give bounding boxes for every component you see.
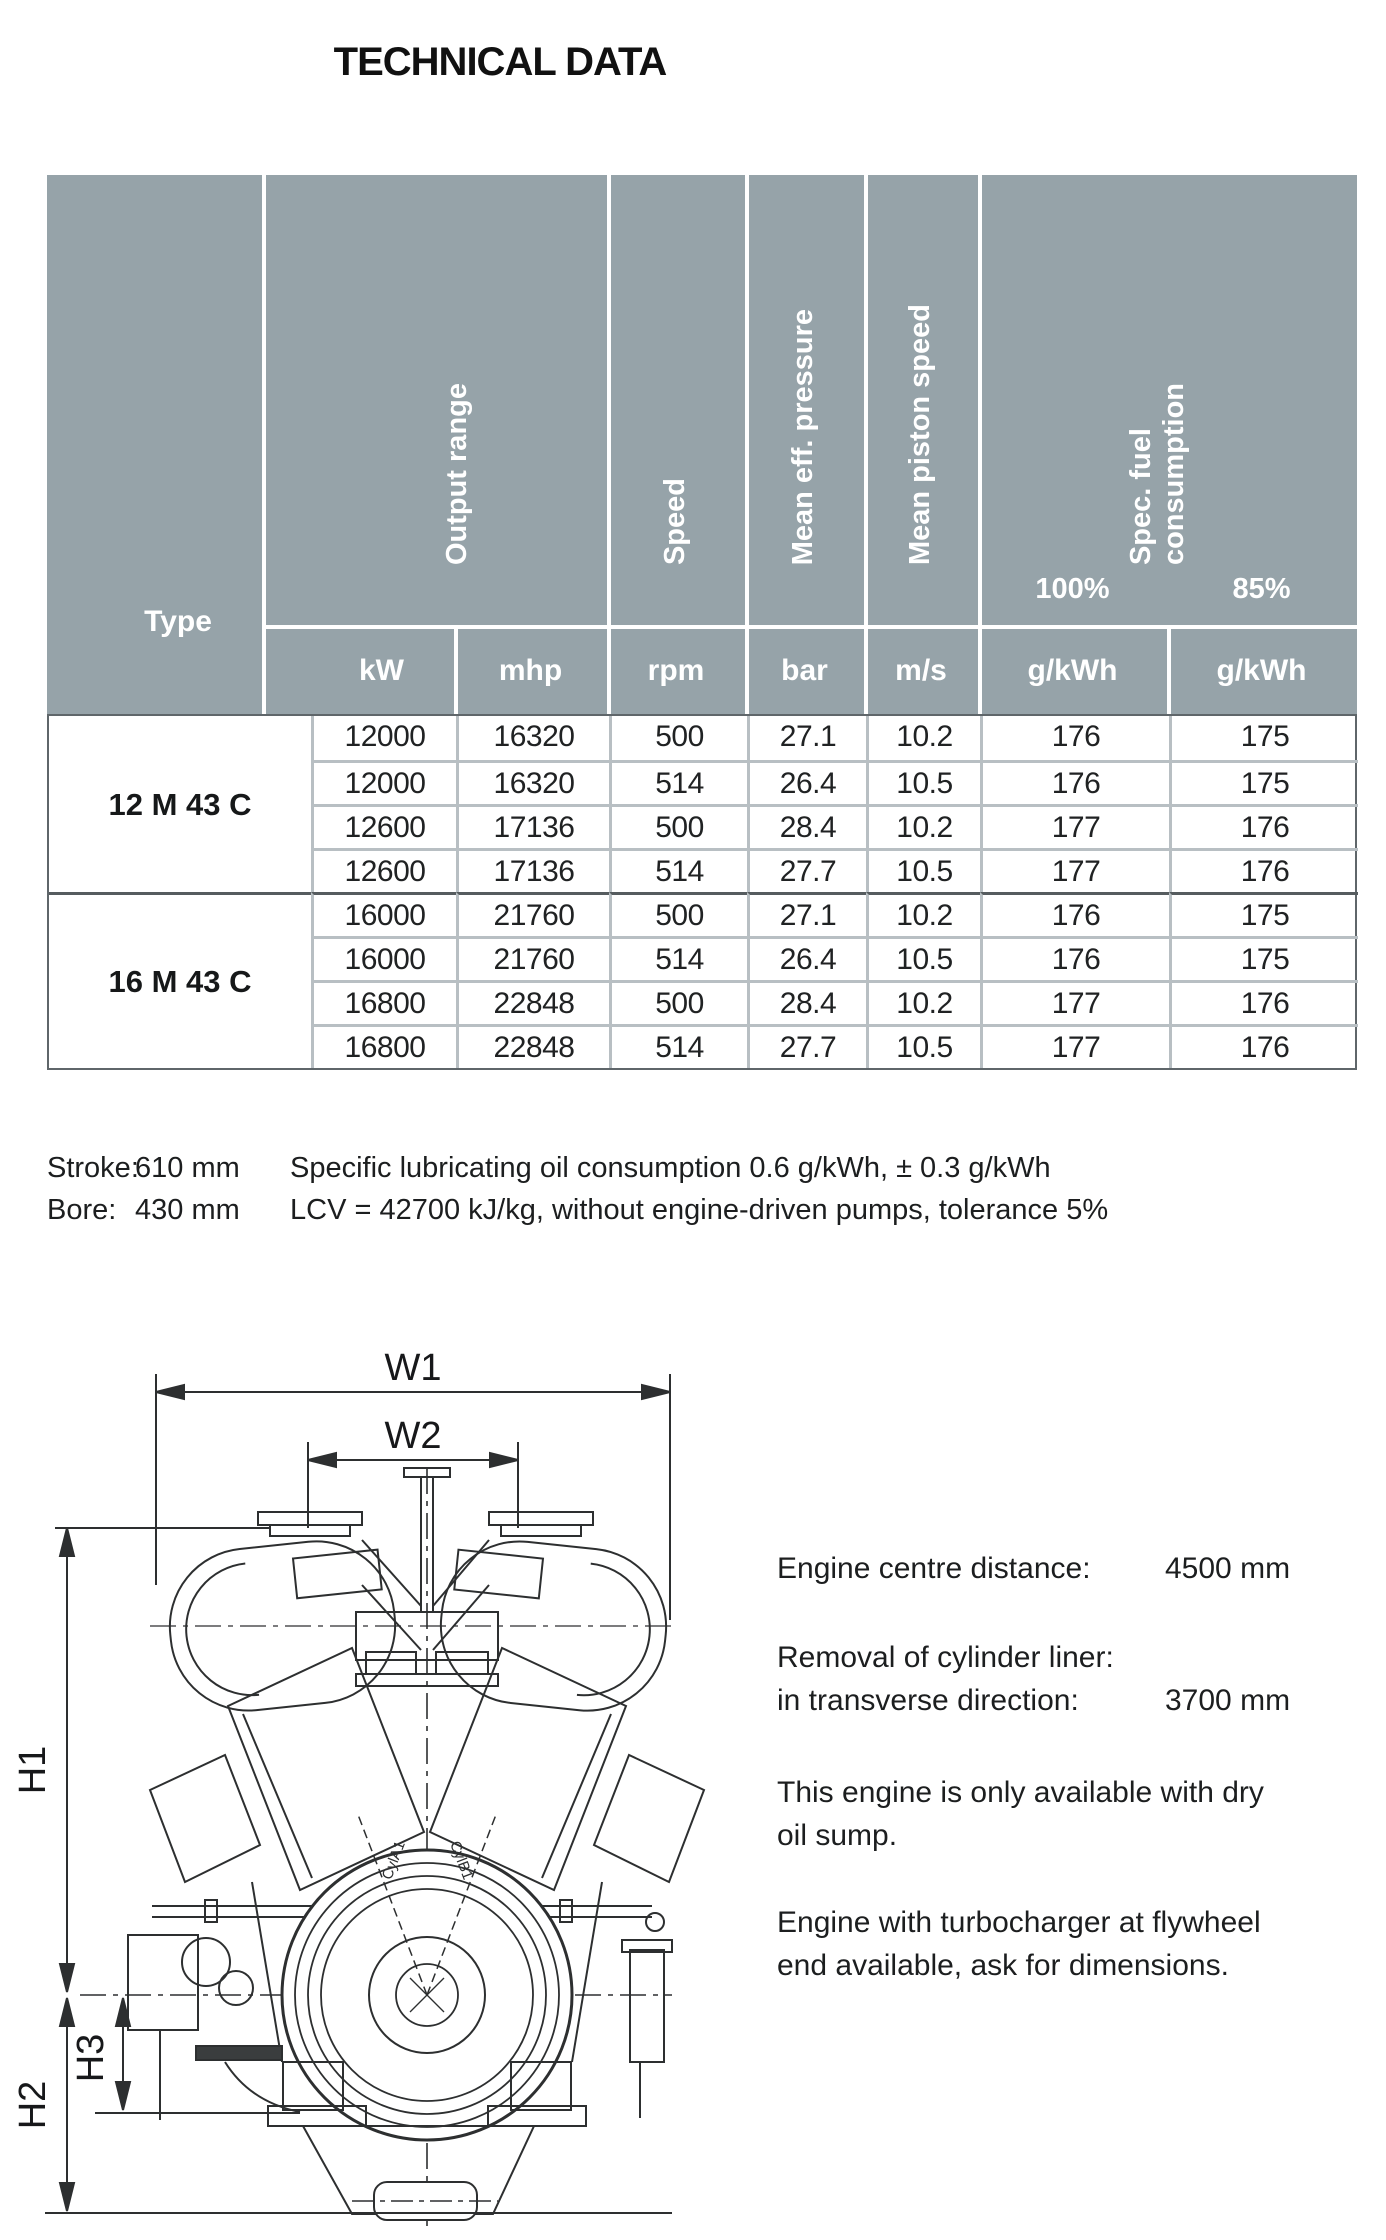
flywheel <box>282 1812 572 2140</box>
table-cell: 177 <box>980 1024 1169 1068</box>
engine-data-table <box>47 714 1357 1070</box>
dry-sump-note-line2: oil sump. <box>777 1819 898 1852</box>
table-cell: 176 <box>980 936 1169 980</box>
table-cell: 176 <box>980 760 1169 804</box>
mean-eff-pressure-header: Mean eff. pressure <box>787 308 819 565</box>
stroke-note <box>47 1152 240 1185</box>
table-cell: 10.2 <box>866 716 980 760</box>
crankcase-right-edge <box>572 1882 602 2062</box>
turbocharger-note-line2: end available, ask for dimensions. <box>777 1949 1229 1982</box>
unit-mhp: mhp <box>498 654 563 687</box>
table-cell: 10.5 <box>866 760 980 804</box>
page-title: TECHNICAL DATA <box>333 40 667 84</box>
unit-ms: m/s <box>895 654 947 687</box>
central-v-frame <box>362 1477 489 1650</box>
bore-note <box>47 1194 240 1227</box>
table-cell: 27.1 <box>747 716 866 760</box>
removal-liner-line2 <box>777 1684 1291 1718</box>
table-cell: 27.7 <box>747 848 866 892</box>
table-cell: 10.2 <box>866 980 980 1024</box>
table-cell: 16800 <box>311 980 456 1024</box>
table-cell: 176 <box>980 716 1169 760</box>
table-cell: 16000 <box>311 936 456 980</box>
lube-oil-note: Specific lubricating oil consumption 0.6 g/kWh, ± 0.3 g/kWh <box>290 1152 1051 1184</box>
table-header <box>47 175 1357 714</box>
table-cell: 176 <box>1169 1024 1358 1068</box>
table-cell: 10.2 <box>866 804 980 848</box>
table-cell: 177 <box>980 848 1169 892</box>
table-cell: 514 <box>609 760 747 804</box>
table-cell: 514 <box>609 1024 747 1068</box>
dimension-w1 <box>156 1374 670 1620</box>
speed-header: Speed <box>659 477 691 565</box>
left-pump-unit <box>128 1935 300 2120</box>
unit-kw: kW <box>359 654 404 687</box>
table-cell: 500 <box>609 716 747 760</box>
table-cell: 175 <box>1169 892 1358 936</box>
engine-front-view-drawing <box>0 1330 710 2240</box>
load-100-label: 100% <box>1035 573 1110 605</box>
right-cylinder-bank <box>430 1648 704 1890</box>
transverse-direction-label: in transverse direction: <box>777 1684 1079 1717</box>
table-cell: 500 <box>609 804 747 848</box>
unit-rpm: rpm <box>647 654 705 687</box>
engine-type-label: 16 M 43 C <box>49 892 311 1068</box>
engine-centre-distance-label: Engine centre distance: <box>777 1552 1091 1585</box>
cyl-a1-label: CylA1 <box>378 1838 409 1883</box>
table-cell: 500 <box>609 980 747 1024</box>
dry-sump-note-line1: This engine is only available with dry <box>777 1776 1264 1809</box>
type-column-header: Type <box>144 605 212 638</box>
table-cell: 10.5 <box>866 1024 980 1068</box>
table-cell: 175 <box>1169 760 1358 804</box>
crankcase-left-edge <box>252 1882 282 2062</box>
table-cell: 28.4 <box>747 804 866 848</box>
transverse-direction-value: 3700 mm <box>1165 1684 1291 1717</box>
table-cell: 26.4 <box>747 936 866 980</box>
cyl-b1-label: CylB1 <box>446 1838 477 1883</box>
dimension-h1 <box>55 1528 270 1992</box>
spec-fuel-line2: consumption <box>1158 382 1190 565</box>
table-cell: 16320 <box>456 760 609 804</box>
table-cell: 176 <box>1169 848 1358 892</box>
stroke-label: Stroke: <box>47 1152 139 1184</box>
table-cell: 10.5 <box>866 936 980 980</box>
table-cell: 177 <box>980 804 1169 848</box>
dimension-h2 <box>60 1998 74 2211</box>
engine-type-label: 12 M 43 C <box>108 786 252 822</box>
table-cell: 176 <box>1169 980 1358 1024</box>
table-cell: 21760 <box>456 936 609 980</box>
table-cell: 10.5 <box>866 848 980 892</box>
table-cell: 514 <box>609 848 747 892</box>
output-range-header: Output range <box>441 382 473 565</box>
bore-value: 430 mm <box>135 1194 240 1226</box>
table-cell: 10.2 <box>866 892 980 936</box>
table-cell: 176 <box>1169 804 1358 848</box>
table-cell: 16800 <box>311 1024 456 1068</box>
dim-label-h3: H3 <box>70 2033 112 2083</box>
turbocharger-note-line1: Engine with turbocharger at flywheel <box>777 1906 1261 1939</box>
table-cell: 12000 <box>311 716 456 760</box>
table-cell: 514 <box>609 936 747 980</box>
unit-gkwh-85: g/kWh <box>1216 654 1307 687</box>
spec-fuel-consumption-header <box>1125 383 1211 565</box>
table-cell: 27.7 <box>747 1024 866 1068</box>
dim-label-h2: H2 <box>12 2080 54 2130</box>
spec-fuel-line1: Spec. fuel <box>1125 428 1157 565</box>
table-cell: 176 <box>980 892 1169 936</box>
table-cell: 17136 <box>456 804 609 848</box>
table-cell: 16320 <box>456 716 609 760</box>
table-cell: 21760 <box>456 892 609 936</box>
stroke-value: 610 mm <box>135 1152 240 1184</box>
table-cell: 175 <box>1169 716 1358 760</box>
table-cell: 500 <box>609 892 747 936</box>
table-cell: 12600 <box>311 804 456 848</box>
mean-piston-speed-header: Mean piston speed <box>904 303 936 565</box>
table-cell: 175 <box>1169 936 1358 980</box>
table-cell: 22848 <box>456 980 609 1024</box>
right-auxiliary-unit <box>622 1913 672 2118</box>
table-cell: 22848 <box>456 1024 609 1068</box>
table-cell: 26.4 <box>747 760 866 804</box>
table-cell: 177 <box>980 980 1169 1024</box>
unit-bar: bar <box>781 654 828 687</box>
table-cell: 12000 <box>311 760 456 804</box>
dim-label-h1: H1 <box>12 1745 54 1795</box>
table-cell: 17136 <box>456 848 609 892</box>
lcv-note: LCV = 42700 kJ/kg, without engine-driven pumps, tolerance 5% <box>290 1194 1109 1226</box>
table-cell: 28.4 <box>747 980 866 1024</box>
engine-centre-distance-line <box>777 1552 1291 1586</box>
unit-gkwh-100: g/kWh <box>1027 654 1118 687</box>
units-row <box>47 628 1357 714</box>
engine-centre-distance-value: 4500 mm <box>1165 1552 1291 1585</box>
table-cell: 16000 <box>311 892 456 936</box>
table-cell: 12600 <box>311 848 456 892</box>
table-cell: 27.1 <box>747 892 866 936</box>
dim-label-w1: W1 <box>384 1347 442 1389</box>
load-85-label: 85% <box>1232 573 1291 605</box>
bore-label: Bore: <box>47 1194 117 1226</box>
dim-label-w2: W2 <box>384 1415 442 1457</box>
removal-liner-line1: Removal of cylinder liner: <box>777 1641 1114 1674</box>
